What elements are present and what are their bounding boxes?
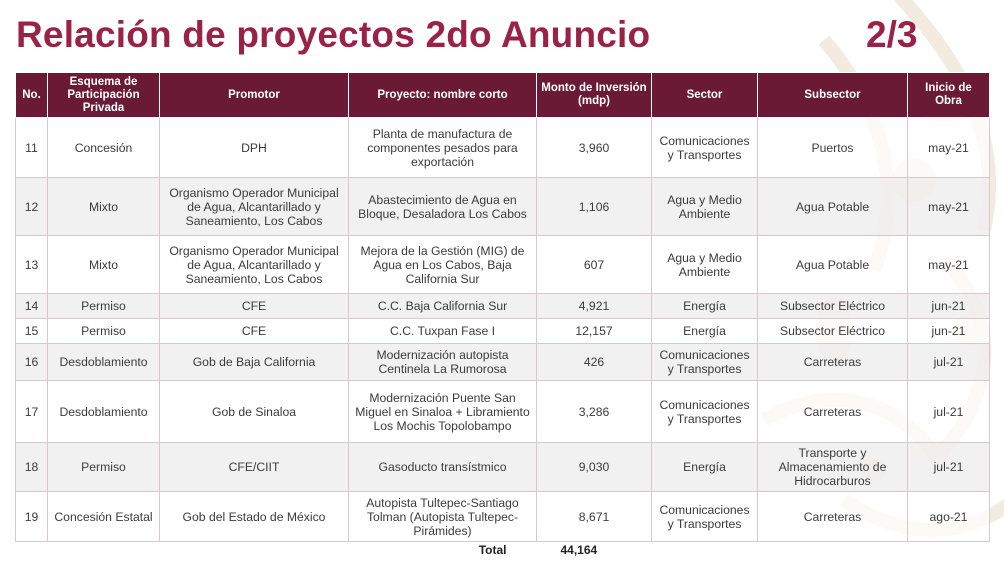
cell-project: Modernización autopista Centinela La Rumorosa [349, 344, 537, 381]
page-number: 2/3 [866, 14, 918, 55]
column-header: Promotor [160, 73, 349, 118]
table-row [16, 319, 990, 344]
table-row [16, 236, 990, 294]
cell-subsector: Subsector Eléctrico [758, 294, 908, 319]
cell-subsector: Transporte y Almacenamiento de Hidrocarburos [758, 443, 908, 492]
cell-no: 17 [16, 381, 48, 443]
cell-subsector: Carreteras [758, 344, 908, 381]
cell-amount: 3,960 [537, 118, 652, 178]
cell-no: 15 [16, 319, 48, 344]
cell-promoter: Gob de Baja California [160, 344, 349, 381]
cell-start: jul-21 [908, 344, 990, 381]
cell-amount: 607 [537, 236, 652, 294]
cell-sector: Energía [652, 294, 758, 319]
column-header: Subsector [758, 73, 908, 118]
cell-amount: 12,157 [537, 319, 652, 344]
cell-scheme: Mixto [48, 178, 160, 236]
cell-scheme: Desdoblamiento [48, 381, 160, 443]
cell-promoter: Organismo Operador Municipal de Agua, Alcantarillado y Saneamiento, Los Cabos [160, 178, 349, 236]
cell-no: 11 [16, 118, 48, 178]
cell-project: Gasoducto transístmico [349, 443, 537, 492]
cell-start: jul-21 [908, 381, 990, 443]
cell-subsector: Carreteras [758, 492, 908, 542]
column-header: Esquema de Participación Privada [48, 73, 160, 118]
cell-start: ago-21 [908, 492, 990, 542]
column-header: Inicio de Obra [908, 73, 990, 118]
table-row [16, 492, 990, 542]
cell-scheme: Mixto [48, 236, 160, 294]
cell-promoter: CFE/CIIT [160, 443, 349, 492]
cell-amount: 3,286 [537, 381, 652, 443]
cell-project: Abastecimiento de Agua en Bloque, Desaladora Los Cabos [349, 178, 537, 236]
column-header: No. [16, 73, 48, 118]
cell-project: Mejora de la Gestión (MIG) de Agua en Los Cabos, Baja California Sur [349, 236, 537, 294]
cell-promoter: Gob del Estado de México [160, 492, 349, 542]
cell-sector: Comunicaciones y Transportes [652, 381, 758, 443]
cell-amount: 1,106 [537, 178, 652, 236]
cell-no: 18 [16, 443, 48, 492]
total-value: 44,164 [560, 543, 598, 557]
cell-start: jun-21 [908, 294, 990, 319]
cell-sector: Agua y Medio Ambiente [652, 236, 758, 294]
total-label: Total [478, 543, 507, 557]
cell-scheme: Concesión [48, 118, 160, 178]
cell-no: 19 [16, 492, 48, 542]
table-row [16, 344, 990, 381]
table-row [16, 294, 990, 319]
cell-scheme: Concesión Estatal [48, 492, 160, 542]
cell-project: Planta de manufactura de componentes pesados para exportación [349, 118, 537, 178]
cell-start: jun-21 [908, 319, 990, 344]
cell-subsector: Subsector Eléctrico [758, 319, 908, 344]
table-row [16, 381, 990, 443]
projects-table [15, 72, 990, 558]
cell-start: may-21 [908, 178, 990, 236]
cell-subsector: Agua Potable [758, 236, 908, 294]
cell-promoter: DPH [160, 118, 349, 178]
cell-promoter: CFE [160, 319, 349, 344]
cell-sector: Comunicaciones y Transportes [652, 118, 758, 178]
cell-sector: Energía [652, 443, 758, 492]
total-row [16, 542, 990, 559]
cell-scheme: Permiso [48, 294, 160, 319]
cell-amount: 9,030 [537, 443, 652, 492]
cell-no: 13 [16, 236, 48, 294]
cell-no: 12 [16, 178, 48, 236]
cell-project: C.C. Baja California Sur [349, 294, 537, 319]
cell-subsector: Agua Potable [758, 178, 908, 236]
table-header-row [16, 73, 990, 118]
cell-scheme: Permiso [48, 443, 160, 492]
cell-no: 14 [16, 294, 48, 319]
page-title: Relación de proyectos 2do Anuncio [16, 14, 651, 55]
cell-sector: Comunicaciones y Transportes [652, 492, 758, 542]
cell-project: Modernización Puente San Miguel en Sinaloa + Libramiento Los Mochis Topolobampo [349, 381, 537, 443]
cell-project: Autopista Tultepec-Santiago Tolman (Autopista Tultepec-Pirámides) [349, 492, 537, 542]
cell-no: 16 [16, 344, 48, 381]
cell-promoter: CFE [160, 294, 349, 319]
cell-start: may-21 [908, 236, 990, 294]
table-row [16, 443, 990, 492]
cell-promoter: Gob de Sinaloa [160, 381, 349, 443]
cell-amount: 4,921 [537, 294, 652, 319]
cell-sector: Agua y Medio Ambiente [652, 178, 758, 236]
cell-start: may-21 [908, 118, 990, 178]
cell-amount: 426 [537, 344, 652, 381]
cell-start: jul-21 [908, 443, 990, 492]
table-row [16, 118, 990, 178]
column-header: Sector [652, 73, 758, 118]
cell-subsector: Puertos [758, 118, 908, 178]
cell-project: C.C. Tuxpan Fase I [349, 319, 537, 344]
cell-scheme: Permiso [48, 319, 160, 344]
cell-sector: Comunicaciones y Transportes [652, 344, 758, 381]
column-header: Proyecto: nombre corto [349, 73, 537, 118]
cell-scheme: Desdoblamiento [48, 344, 160, 381]
column-header: Monto de Inversión (mdp) [537, 73, 652, 118]
table-row [16, 178, 990, 236]
cell-subsector: Carreteras [758, 381, 908, 443]
cell-promoter: Organismo Operador Municipal de Agua, Alcantarillado y Saneamiento, Los Cabos [160, 236, 349, 294]
cell-amount: 8,671 [537, 492, 652, 542]
cell-sector: Energía [652, 319, 758, 344]
